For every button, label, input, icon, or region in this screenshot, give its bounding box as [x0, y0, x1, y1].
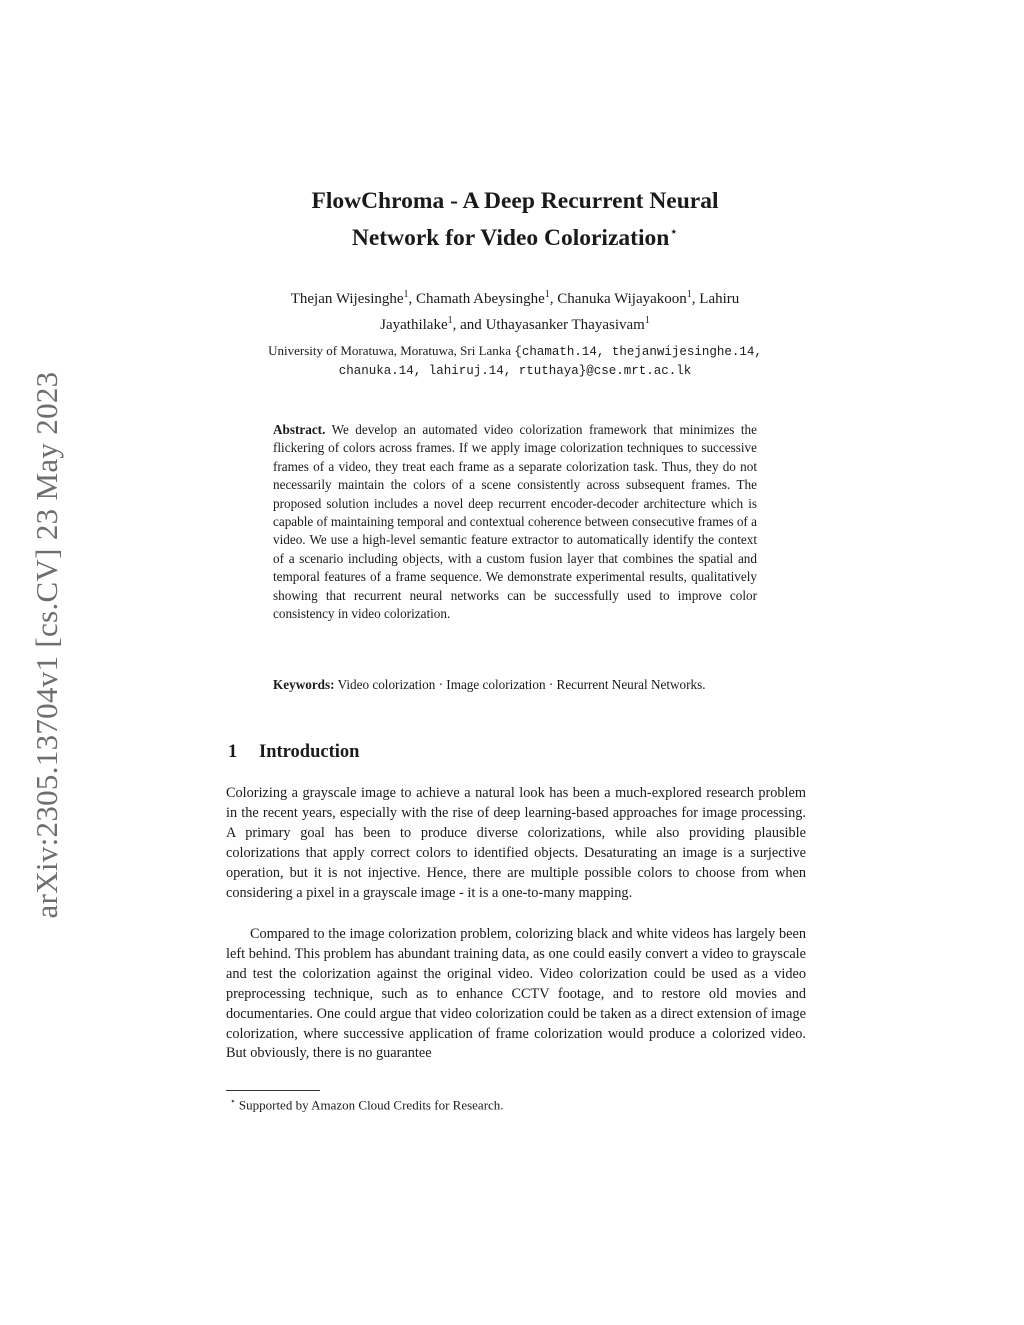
section-title: Introduction: [259, 742, 360, 762]
title-line-2: [226, 217, 804, 254]
paper-title: [226, 186, 804, 254]
author-separator: , and: [452, 317, 486, 333]
footnote-mark: ⋆: [230, 1096, 236, 1106]
abstract-label: Abstract.: [273, 422, 326, 437]
title-line-1: FlowChroma - A Deep Recurrent Neural: [311, 188, 719, 214]
footnote-text: Supported by Amazon Cloud Credits for Research.: [238, 1097, 504, 1113]
author-name: Uthayasanker Thayasivam: [485, 317, 645, 333]
arxiv-stamp-text: arXiv:2305.13704v1 [cs.CV] 23 May 2023: [29, 371, 64, 919]
author-affiliation-mark: 1: [644, 315, 650, 326]
arxiv-stamp: [22, 340, 72, 950]
author-affiliation-mark: 1: [447, 315, 453, 326]
author-name: Chamath Abeysinghe: [416, 291, 545, 307]
affiliation-line-1: [226, 341, 804, 362]
author-affiliation-mark: 1: [686, 289, 692, 300]
emails-part-1: {chamath.14, thejanwijesinghe.14,: [514, 345, 762, 359]
keywords-label: Keywords:: [273, 677, 335, 692]
section-number: 1: [228, 742, 238, 762]
keywords-text: Video colorization · Image colorization · Recurrent Neural Networks.: [337, 677, 706, 692]
author-line-2: [226, 310, 804, 336]
body-paragraph: Compared to the image colorization problem, colorizing black and white videos has largely been left behind. This problem has abundant training data, as one could easily convert a video to grayscale and test the colorization against the original video. Video colorization could be used as a video preprocessing technique, such as to enhance CCTV footage, and to restore old movies and documentaries. One could argue that video colorization could be taken as a direct extension of image colorization, where successive application of frame colorization would produce a colorized video. But obviously, there is no guarantee: [226, 926, 806, 1062]
abstract-text: We develop an automated video colorization framework that minimizes the flickering of colors across frames. If we apply image colorization techniques to successive frames of a video, they treat each frame as a separate colorization task. Thus, they do not necessarily maintain the colors of a scene consistently across subsequent frames. The proposed solution includes a novel deep recurrent encoder-decoder architecture which is capable of maintaining temporal and contextual coherence between consecutive frames of a video. We use a high-level semantic feature extractor to automatically identify the context of a scenario including objects, with a custom fusion layer that combines the spatial and temporal features of a frame sequence. We demonstrate experimental results, qualitatively showing that recurrent neural networks can be successfully used to improve color consistency in video colorization.: [273, 422, 757, 622]
body-paragraph: Colorizing a grayscale image to achieve a natural look has been a much-explored research problem in the recent years, especially with the rise of deep learning-based approaches for image processing. A primary goal has been to produce diverse colorizations, while also providing plausible colorizations that apply correct colors to identified objects. Desaturating an image is a surjective operation, but it is not injective. Hence, there are multiple possible colors to choose from when considering a pixel in a grayscale image - it is a one-to-many mapping.: [226, 785, 806, 901]
affiliation: [226, 341, 804, 381]
footnote-rule: [226, 1090, 320, 1091]
footnote: [230, 1096, 504, 1113]
author-affiliation-mark: 1: [403, 289, 409, 300]
title-line-2-text: Network for Video Colorization: [351, 224, 670, 251]
author-separator: ,: [549, 291, 558, 307]
author-affiliation-mark: 1: [544, 289, 550, 300]
institution: University of Moratuwa, Moratuwa, Sri Lanka: [268, 343, 512, 358]
author-list: [226, 284, 804, 336]
emails-part-2: chanuka.14, lahiruj.14, rtuthaya}@cse.mrt.ac.lk: [338, 364, 692, 378]
title-footnote-mark: ⋆: [669, 225, 679, 240]
author-line-1: [226, 284, 804, 310]
author-name: Jayathilake: [380, 317, 448, 333]
author-name: Chanuka Wijayakoon: [557, 291, 687, 307]
abstract: [273, 421, 757, 623]
section-heading: [228, 742, 359, 763]
author-separator: ,: [408, 291, 417, 307]
author-name: Thejan Wijesinghe: [290, 291, 404, 307]
author-separator: , Lahiru: [691, 291, 740, 307]
keywords: [273, 676, 757, 694]
